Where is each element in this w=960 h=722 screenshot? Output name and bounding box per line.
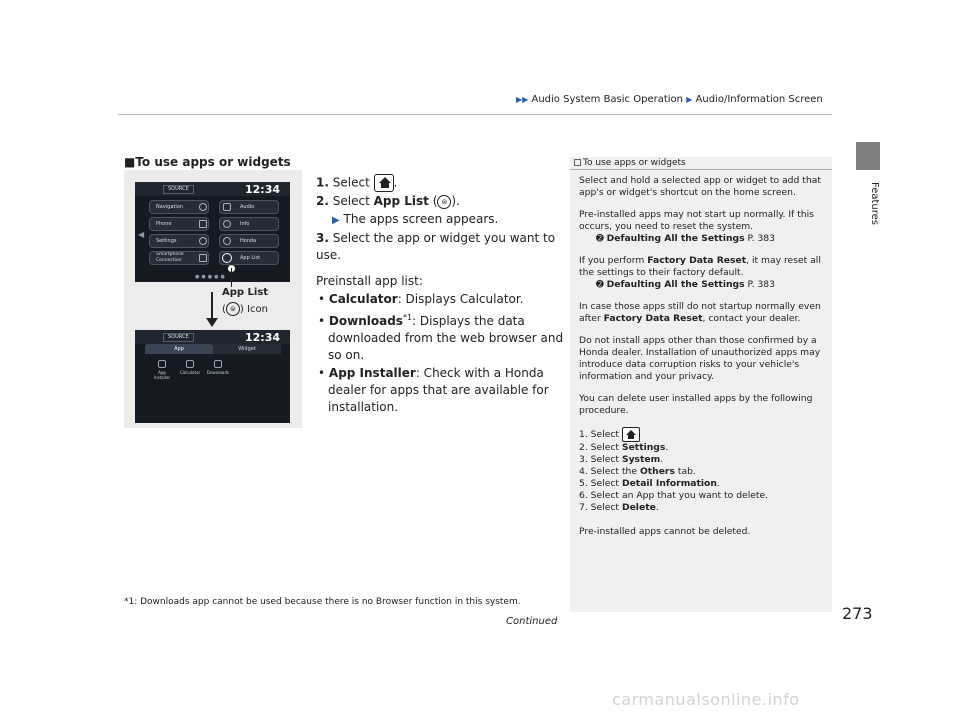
callout-label: App List — [222, 287, 269, 298]
home-screen-image — [135, 182, 290, 282]
panel-text: 7. Select — [579, 502, 620, 513]
panel-paragraph: Pre-installed apps cannot be deleted. — [579, 526, 751, 537]
panel-header — [570, 157, 832, 170]
smartphone-icon — [199, 254, 207, 262]
screen-status-bar — [135, 182, 290, 196]
home-icon — [622, 427, 640, 442]
chapter-tab-marker — [856, 142, 880, 170]
callout-icon-text: Icon — [247, 304, 268, 315]
info-icon — [223, 220, 231, 228]
panel-paragraph — [579, 209, 824, 245]
calculator-tile — [179, 360, 201, 375]
panel-text: 4. Select the — [579, 466, 638, 477]
cross-reference[interactable] — [579, 279, 775, 290]
phone-icon — [199, 220, 207, 228]
reference-page[interactable]: P. 383 — [747, 279, 775, 290]
panel-text: , contact your dealer. — [702, 313, 801, 324]
panel-title: To use apps or widgets — [583, 158, 686, 168]
step-number: 2. — [316, 194, 329, 208]
bullet-app-installer: • App Installer: Check with a Honda dealer for apps that are available for installation. — [318, 366, 549, 414]
step-2-result — [316, 211, 566, 229]
reference-title[interactable]: Defaulting All the Settings — [606, 233, 745, 244]
bullet-downloads: • Downloads$^{*1}$: Displays the data downloaded from the web browser and so on. — [318, 313, 564, 362]
procedure-step-3: 3. Select System. — [579, 454, 664, 465]
step-number: 3. — [316, 231, 329, 245]
tile-smartphone-connection: Smartphone Connection — [149, 251, 209, 265]
instruction-steps — [316, 174, 566, 417]
source-button: SOURCE — [163, 333, 194, 342]
section-title-text: To use apps or widgets — [135, 155, 291, 169]
home-icon — [374, 174, 394, 192]
downloads-tile — [207, 360, 229, 375]
tile-navigation: Navigation — [149, 200, 209, 214]
tile-app-list: App List — [219, 251, 279, 265]
tile-settings: Settings — [149, 234, 209, 248]
header-divider — [118, 114, 832, 115]
panel-paragraph: You can delete user installed apps by the following procedure. — [579, 393, 813, 416]
square-bullet-icon: ■ — [124, 155, 136, 169]
note-marker-icon — [574, 159, 581, 166]
step-bold: App List — [373, 194, 429, 208]
reference-arrow-icon: ➋ — [596, 233, 604, 244]
tile-honda: Honda — [219, 234, 279, 248]
panel-bold: Factory Data Reset — [603, 313, 703, 324]
bullet-text: : Displays the data downloaded from the web browser and so on. — [328, 314, 564, 362]
list-heading: Preinstall app list: — [316, 274, 423, 288]
app-list-icon: ⊜ — [226, 302, 240, 316]
panel-text: 1. Select — [579, 429, 620, 440]
app-installer-tile — [151, 360, 173, 380]
panel-paragraph — [579, 255, 824, 291]
panel-text: tab. — [677, 466, 696, 477]
panel-paragraph — [579, 301, 824, 325]
step-number: 1. — [316, 175, 329, 190]
procedure-step-7: 7. Select Delete. — [579, 502, 659, 513]
tab-widget: Widget — [213, 344, 281, 354]
step-3 — [316, 230, 566, 264]
download-icon — [214, 360, 222, 368]
apps-tabbar — [135, 344, 290, 354]
panel-bold: System — [621, 454, 661, 465]
procedure-step-4 — [579, 466, 824, 478]
bullet-bold: Calculator — [328, 292, 398, 306]
step-text: Select the app or widget you want to use. — [316, 231, 556, 262]
app-label: App Installer — [153, 370, 171, 380]
music-note-icon — [223, 203, 231, 211]
panel-text: 2. Select — [579, 442, 620, 453]
tile-phone: Phone — [149, 217, 209, 231]
watermark: carmanualsonline.info — [612, 690, 800, 709]
procedure-step-6: 6. Select an App that you want to delete. — [579, 490, 769, 501]
bullet-calculator: • Calculator: Displays Calculator. — [318, 292, 524, 306]
installer-icon — [158, 360, 166, 368]
reference-arrow-icon: ➋ — [596, 279, 604, 290]
tile-info: Info — [219, 217, 279, 231]
notes-panel — [570, 157, 832, 612]
breadcrumb-part-2[interactable]: Audio/Information Screen — [695, 94, 823, 105]
honda-icon — [223, 237, 231, 245]
breadcrumb-arrow-icon: ▶ — [686, 95, 693, 104]
procedure-step-2: 2. Select Settings. — [579, 442, 669, 453]
callout-line — [231, 268, 232, 287]
panel-text: , it may reset all the settings to their factory default. — [579, 255, 821, 278]
bullet-text: : Check with a Honda dealer for apps that are available for installation. — [328, 366, 549, 414]
app-list-icon — [222, 253, 232, 263]
breadcrumb-part-1[interactable]: Audio System Basic Operation — [531, 94, 683, 105]
footnote: *1: Downloads app cannot be used because there is no Browser function in this system. — [124, 597, 521, 607]
breadcrumb — [516, 94, 823, 105]
callout-icon-caption: ( ⊜ ) Icon — [222, 304, 268, 315]
bullet-bold: Downloads — [328, 314, 403, 328]
clock-readout: 12:34 — [244, 183, 280, 196]
clock-readout: 12:34 — [244, 331, 280, 344]
procedure-step-1 — [579, 427, 824, 442]
tab-app: App — [145, 344, 213, 354]
left-arrow-icon: ◀ — [138, 230, 145, 239]
procedure-step-5: 5. Select Detail Information. — [579, 478, 720, 489]
step-2: 2. Select App List ( ⊜ ). — [316, 194, 460, 208]
page-dots: ●●●●● — [195, 274, 227, 280]
panel-bold: Delete — [621, 502, 656, 513]
bullet-text: : Displays Calculator. — [397, 292, 524, 306]
chapter-label: Features — [869, 182, 880, 225]
panel-bold: Settings — [621, 442, 666, 453]
step-1: 1. Select . — [316, 174, 566, 192]
panel-text: 5. Select — [579, 478, 620, 489]
bullet-bold: App Installer — [328, 366, 416, 380]
app-label: Calculator — [179, 370, 201, 375]
panel-text: Pre-installed apps may not start up normally. If this occurs, you need to reset the system. — [579, 209, 814, 232]
reference-title[interactable]: Defaulting All the Settings — [606, 279, 745, 290]
cross-reference[interactable] — [579, 233, 775, 244]
footnote-ref[interactable]: *1 — [402, 313, 413, 322]
step-text: Select — [332, 175, 370, 190]
panel-bold: Factory Data Reset — [647, 255, 747, 266]
step-text: Select — [332, 194, 370, 208]
screen-illustration — [124, 170, 302, 428]
page-number: 273 — [842, 604, 873, 623]
down-arrow-head-icon — [206, 318, 218, 327]
panel-body — [579, 175, 824, 548]
navigation-icon — [199, 203, 207, 211]
app-label: Downloads — [207, 370, 229, 375]
gear-icon — [199, 237, 207, 245]
reference-page[interactable]: P. 383 — [747, 233, 775, 244]
section-title — [124, 155, 291, 169]
result-text: The apps screen appears. — [343, 212, 499, 226]
result-arrow-icon: ▶ — [332, 215, 340, 226]
app-list-icon: ⊜ — [437, 195, 451, 209]
panel-text: 3. Select — [579, 454, 620, 465]
panel-text: If you perform — [579, 255, 645, 266]
breadcrumb-arrow-icon: ▶▶ — [516, 95, 529, 104]
panel-bold: Others — [639, 466, 675, 477]
panel-paragraph: Do not install apps other than those confirmed by a Honda dealer. Installation of unauthorized apps may introduce data corruption risks to your vehicle's information and your privacy. — [579, 335, 821, 382]
continued-label: Continued — [506, 616, 558, 627]
tile-audio: Audio — [219, 200, 279, 214]
screen-status-bar — [135, 330, 290, 344]
calculator-icon — [186, 360, 194, 368]
panel-paragraph: Select and hold a selected app or widget to add that app's or widget's shortcut on the home screen. — [579, 175, 821, 198]
source-button: SOURCE — [163, 185, 194, 194]
apps-screen-image — [135, 330, 290, 423]
panel-bold: Detail Information — [621, 478, 717, 489]
panel-text: In case those apps still do not startup normally even after — [579, 301, 821, 324]
